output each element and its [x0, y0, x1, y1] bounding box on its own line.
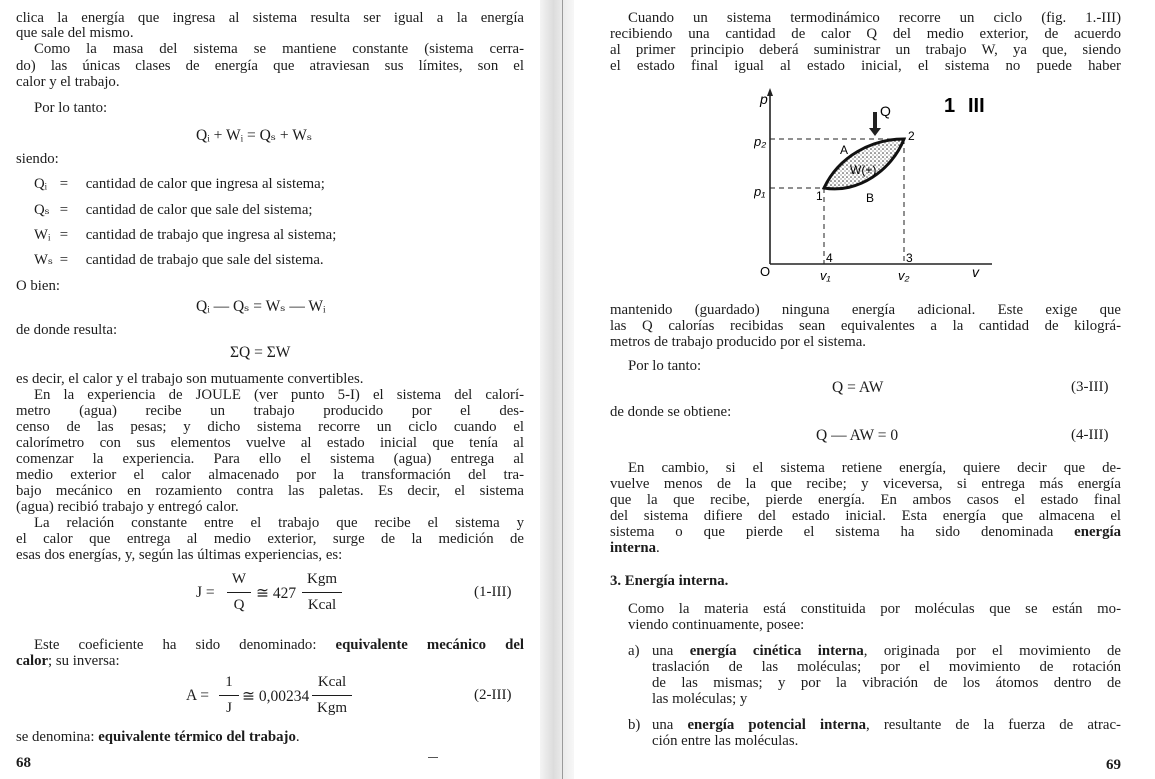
- eq-unit-num: Kgm: [307, 571, 337, 587]
- text-line: de las mismas; y por la vibración de los átomos dentro de: [652, 675, 1121, 691]
- text-line: se denomina: equivalente térmico del trabajo.: [16, 729, 300, 745]
- text-line: clica la energía que ingresa al sistema resulta ser igual a la energía: [16, 10, 524, 26]
- label-q: Q: [880, 103, 891, 119]
- text-line: sistema o que pierde el sistema ha sido denominada energía: [610, 524, 1121, 540]
- text-line: mantenido (guardado) ninguna energía adicional. Este exige que: [610, 302, 1121, 318]
- list-item: una energía potencial interna, resultante de la fuerza de atrac-: [652, 717, 1121, 733]
- text-line: calorímetro con sus elementos vuelve al estado inicial que tenía al: [16, 435, 524, 451]
- text-line: de donde se obtiene:: [610, 404, 732, 420]
- label-w: W(+): [850, 163, 877, 177]
- text-line: que sale del mismo.: [16, 25, 134, 41]
- fraction-bar: [219, 695, 239, 696]
- equation-number: (4-III): [1071, 427, 1109, 443]
- eq-numerator: W: [231, 571, 247, 587]
- dash-mark: [428, 757, 438, 758]
- figure-number: 1: [944, 95, 956, 117]
- eq-denominator: Q: [233, 597, 245, 613]
- eq-value: ≅ 0,00234: [242, 688, 310, 705]
- figure-roman: III: [968, 95, 985, 117]
- eq-numerator: 1: [225, 674, 233, 690]
- equation-number: (1-III): [474, 584, 512, 600]
- text-line: calor y el trabajo.: [16, 74, 120, 90]
- text-line: viendo continuamente, posee:: [628, 617, 805, 633]
- text-line: O bien:: [16, 278, 60, 294]
- label-v: v: [972, 264, 979, 280]
- equation-number: (2-III): [474, 687, 512, 703]
- text-line: Por lo tanto:: [628, 358, 702, 374]
- text-line: metro (agua) recibe un trabajo producido por el des-: [16, 403, 524, 419]
- label-p1: p₁: [754, 184, 766, 199]
- text-line: medio exterior el calor almacenado por la transformación del tra-: [16, 467, 524, 483]
- equation: Qᵢ — Qₛ = Wₛ — Wᵢ: [196, 298, 326, 315]
- list-item: una energía cinética interna, originada por el movimiento de: [652, 643, 1121, 659]
- eq-unit-den: Kgm: [317, 700, 347, 716]
- text-line: Este coeficiente ha sido denominado: equivalente mecánico del: [34, 637, 525, 653]
- text-line: traslación de las moléculas; por el movimiento de rotación: [652, 659, 1121, 675]
- text-line: vuelve menos de la que recibe; y viceversa, si entrega más energía: [610, 476, 1121, 492]
- eq-lhs: J =: [196, 584, 215, 601]
- point-1: 1: [816, 189, 823, 203]
- fraction-bar: [302, 592, 342, 593]
- text-line: La relación constante entre el trabajo que recibe el sistema y: [34, 515, 524, 531]
- list-marker: a): [628, 643, 640, 659]
- text-line: las Q calorías recibidas sean equivalentes a la cantidad de kilográ-: [610, 318, 1121, 334]
- text-line: Como la materia está constituida por moléculas que se están mo-: [628, 601, 1121, 617]
- text-line: el estado final igual al estado inicial, el sistema no puede haber: [610, 58, 1121, 74]
- page-number: 69: [1106, 757, 1121, 773]
- text-line: metros de trabajo producido por el sistema.: [610, 334, 866, 350]
- equation-number: (3-III): [1071, 379, 1109, 395]
- label-v1: v₁: [820, 268, 831, 283]
- text-line: esas dos energías, y, según las últimas experiencias, es:: [16, 547, 343, 563]
- left-page: [0, 0, 548, 779]
- point-4: 4: [826, 251, 833, 265]
- text-line: censo de las pesas; y dicho sistema recorre un ciclo cuando el: [16, 419, 524, 435]
- text-line: que la que recibe, pierde energía. En ambos casos el estado final: [610, 492, 1121, 508]
- text-line: Como la masa del sistema se mantiene constante (sistema cerra-: [34, 41, 524, 57]
- text-line: del sistema difiere del estado inicial. Esta energía que almacena el: [610, 508, 1121, 524]
- text-line: de donde resulta:: [16, 322, 118, 338]
- text-line: (agua) recibió trabajo y entregó calor.: [16, 499, 239, 515]
- pv-diagram: [754, 84, 999, 284]
- text-line: calor; su inversa:: [16, 653, 120, 669]
- label-b: B: [866, 191, 875, 205]
- text-line: siendo:: [16, 151, 59, 167]
- text-line: interna.: [610, 540, 660, 556]
- fraction-bar: [312, 695, 352, 696]
- text-line: En la experiencia de JOULE (ver punto 5-I) el sistema del calorí-: [34, 387, 524, 403]
- text-line: Por lo tanto:: [34, 100, 108, 116]
- label-a: A: [840, 143, 849, 157]
- definition-row: Qᵢ = cantidad de calor que ingresa al sistema;: [34, 176, 325, 192]
- text-line: do) las únicas clases de energía que atraviesan sus límites, son el: [16, 58, 524, 74]
- definition-row: Qₛ = cantidad de calor que sale del sistema;: [34, 202, 313, 218]
- eq-value: ≅ 427: [256, 585, 297, 602]
- eq-denominator: J: [226, 700, 232, 716]
- text-line: el calor que entrega al medio exterior, surge de la medición de: [16, 531, 524, 547]
- text-line: ción entre las moléculas.: [652, 733, 799, 749]
- equation: ΣQ = ΣW: [230, 344, 291, 361]
- text-line: En cambio, si el sistema retiene energía, quiere decir que de-: [628, 460, 1121, 476]
- text-line: al primer principio deberá suministrar un trabajo W, ya que, siendo: [610, 42, 1121, 58]
- definition-row: Wᵢ = cantidad de trabajo que ingresa al sistema;: [34, 227, 337, 243]
- equation: Qᵢ + Wᵢ = Qₛ + Wₛ: [196, 127, 313, 144]
- point-2: 2: [908, 129, 915, 143]
- fraction-bar: [227, 592, 251, 593]
- text-line: recibiendo una cantidad de calor Q del medio exterior, de acuerdo: [610, 26, 1121, 42]
- eq-lhs: A =: [186, 687, 209, 704]
- page-number: 68: [16, 755, 31, 771]
- section-heading: 3. Energía interna.: [610, 573, 729, 589]
- equation: Q — AW = 0: [816, 427, 899, 444]
- point-3: 3: [906, 251, 913, 265]
- text-line: bajo mecánico en rozamiento contra las paletas. Es decir, el sistema: [16, 483, 524, 499]
- origin-label: O: [760, 264, 771, 279]
- definition-row: Wₛ = cantidad de trabajo que sale del sistema.: [34, 252, 324, 268]
- text-line: comenzar la experiencia. Para ello el sistema (agua) entrega al: [16, 451, 524, 467]
- eq-unit-den: Kcal: [307, 597, 337, 613]
- right-page: [574, 0, 1155, 779]
- eq-unit-num: Kcal: [317, 674, 347, 690]
- label-p2: p₂: [754, 134, 767, 149]
- text-line: Cuando un sistema termodinámico recorre un ciclo (fig. 1.-III): [628, 10, 1121, 26]
- text-line: es decir, el calor y el trabajo son mutuamente convertibles.: [16, 371, 364, 387]
- label-v2: v₂: [898, 268, 910, 283]
- text-line: las moléculas; y: [652, 691, 748, 707]
- equation: Q = AW: [832, 379, 884, 396]
- list-marker: b): [628, 717, 641, 733]
- label-p: p: [760, 91, 768, 107]
